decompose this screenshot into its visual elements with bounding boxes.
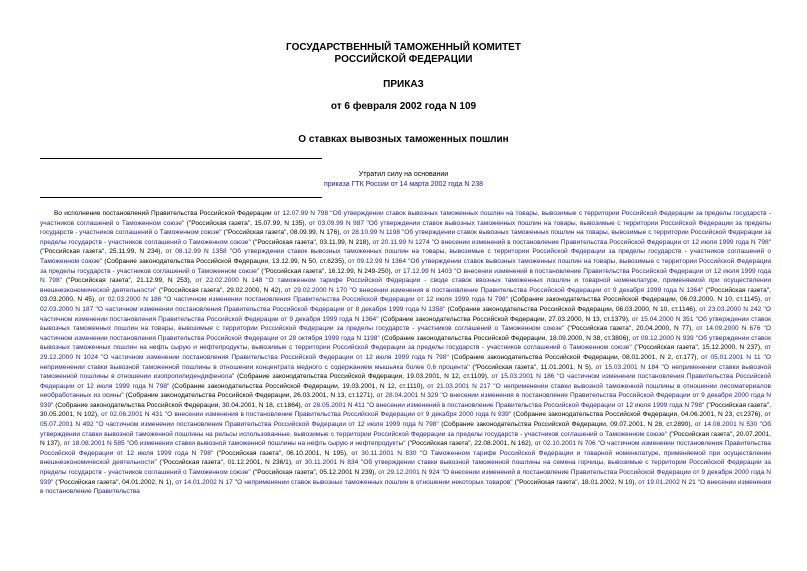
legal-reference-link[interactable]: от 02.03.2000 N 186 "О частичном изменении постановления Правительства Российской Федерации от 12 июля 1999 года N 798" xyxy=(98,296,509,304)
legal-reference-link[interactable]: от 05.07.2001 N 492 "О частичном изменении постановления Правительства Российской Федерации от 12 июля 1999 года N 798" xyxy=(40,411,771,429)
body-text: (Собрание законодательства Российской Федерации, 26.03.2001, N 13, ст.1271), xyxy=(123,392,377,400)
legal-reference-link[interactable]: от 28.10.99 N 1198 "Об утверждении ставок вывозных таможенных пошлин на товары, вывозимые с территории Российской Федерации за пределы государств - участников соглашений о Таможенном союзе" xyxy=(40,229,771,246)
body-text: ("Российская газета", 05.12.2001 N 239), xyxy=(250,469,379,477)
legal-reference-link[interactable]: от 14.09.2000 N 676 "О частичном изменении постановления Правительства Российской Федерации от 28 октября 1999 года N 1198" xyxy=(40,325,771,342)
body-text: (Собрание законодательства Российской Федерации, 30.04.2001, N 18, ст.1864), xyxy=(53,401,305,409)
legal-reference-link[interactable]: от 08.12.99 N 1358 "Об утверждении ставок вывозных таможенных пошлин на товары, вывозимые с территории Российской Федерации за пределы государств - участников соглашений о Таможенном союзе" xyxy=(40,248,771,265)
divider-top xyxy=(40,158,322,159)
legal-reference-link[interactable]: от 05.01.2001 N 11 "О неприменении ставки вывозной таможенной пошлины в отношении концентрата медного с содержанием мышьяка более 0,6 процента" xyxy=(40,353,771,371)
body-text: ("Российская газета", 29.02.2000, N 42), xyxy=(156,286,285,294)
legal-reference-link[interactable]: от 29.12.2001 N 924 "О внесении изменений в постановление Правительства Российской Федерации от 9 декабря 2000 года N 939" xyxy=(40,469,771,486)
legal-reference-link[interactable]: от 15.04.2000 N 351 "Об утверждении ставок вывозных таможенных пошлин на товары, вывозимые с территории Российской Федерации за пределы государств - участников соглашений о Таможенном союзе" xyxy=(40,315,772,333)
legal-reference-link[interactable]: от 09.12.99 N 1364 "Об утверждении ставок вывозных таможенных пошлин на товары, вывозимые с территории Российской Федерации за пределы государств - участников соглашений о Таможенном союзе" xyxy=(40,257,771,275)
legal-reference-link[interactable]: от 28.04.2001 N 329 "О внесении изменения в постановление Правительства Российской Федерации от 9 декабря 2000 года N 939" xyxy=(40,392,772,409)
body-text: ("Российская газета", 22.08.2001, N 162), xyxy=(405,440,535,448)
legal-reference-link[interactable]: от 28.05.2001 N 411 "О внесении изменений в постановление Правительства Российской Федерации от 12 июля 1999 года N 798" xyxy=(304,401,705,409)
body-text: ("Российская газета", 11.01.2001, N 5), xyxy=(469,363,596,371)
body-text: (Собрание законодательства Российской Федерации, 19.03.2001, N 12, ст.1109), xyxy=(234,373,492,381)
legal-reference-link[interactable]: от 29.02.2000 N 170 "О внесении изменения в постановление Правительства Российской Федерации от 9 декабря 1999 года N 1364" xyxy=(284,286,704,294)
document-body xyxy=(40,209,771,497)
issuing-authority-line2: РОССИЙСКОЙ ФЕДЕРАЦИИ xyxy=(334,54,473,65)
status-note-text: Утратил силу на основании xyxy=(358,171,449,178)
legal-reference-link[interactable]: от 03.09.99 N 987 "Об утверждении ставок вывозных таможенных пошлин на товары, вывозимые с территории Российской Федерации за пределы государств - участников соглашений о Таможенном союзе" xyxy=(40,219,772,237)
legal-reference-link[interactable]: от 12.07.99 N 798 "Об утверждении ставок вывозных таможенных пошлин на товары, вывозимые с территории Российской Федерации за пределы государств - участников соглашений о Таможенном союзе" xyxy=(40,210,771,227)
body-text: (Собрание законодательства Российской Федерации, 06.03.2000, N 10, ст.1145), xyxy=(508,296,765,304)
body-text: ("Российская газета", 20.04.2000, N 77), xyxy=(564,325,697,333)
body-text: ("Российская газета", 04.01.2002, N 1), xyxy=(53,478,176,486)
body-text: ("Российская газета", 08.09.99, N 176), xyxy=(221,229,344,237)
body-text: ("Российская газета", 15.07.99, N 135), xyxy=(184,219,309,227)
body-text: (Собрание законодательства Российской Федерации, 09.07.2001, N 28, ст.2890), xyxy=(438,421,695,429)
body-text: Во исполнение постановлений Правительства Российской Федерации xyxy=(54,210,274,217)
body-text: ("Российская газета", 03.03.2000, N 45), xyxy=(40,286,771,304)
legal-reference-link[interactable]: от 02.10.2001 N 706 "О частичном изменении постановления Правительства Российской Федерации от 12 июля 1999 года N 798" xyxy=(40,440,771,457)
body-text: (Собрание законодательства Российской Федерации, 08.01.2001, N 2, ст.177), xyxy=(448,353,702,361)
legal-reference-link[interactable]: от 22.02.2000 N 148 "О таможенном тарифе Российской Федерации - своде ставок ввозных таможенных пошлин и товарной номенклатуре, применяемой при осуществлении внешнеэкономической деятельности" xyxy=(40,277,771,294)
body-text: ("Российская газета", 06.10.2001, N 195), xyxy=(213,449,352,457)
legal-reference-link[interactable]: от 14.01.2002 N 17 "О неприменении ставок вывозных таможенных пошлин в отношении некоторых товаров" xyxy=(175,478,513,486)
body-text: (Собрание законодательства Российской Федерации, 18.09.2000, N 38, ст.3806), xyxy=(379,334,633,342)
body-text: ("Российская газета", 21.12.99, N 253), xyxy=(61,277,196,285)
body-text: ("Российская газета", 25.11.99, N 234), xyxy=(40,248,166,256)
body-text: ("Российская газета", 03.11.99, N 218), xyxy=(250,238,373,246)
legal-reference-link[interactable]: от 30.11.2001 N 830 "О Таможенном тарифе Российской Федерации и товарной номенклатуре, применяемой при осуществлении внешнеэкономической деятельности" xyxy=(40,449,771,467)
issuing-authority-line1: ГОСУДАРСТВЕННЫЙ ТАМОЖЕННЫЙ КОМИТЕТ xyxy=(286,42,521,53)
body-text: ("Российская газета", 30.05.2001, N 102), xyxy=(40,401,771,419)
legal-reference-link[interactable]: от 23.03.2000 N 242 "О частичном изменении постановления Правительства Российской Федерации от 9 декабря 1999 года N 1364" xyxy=(40,305,771,323)
body-text: ("Российская газета", 20.07.2001, N 137), xyxy=(40,430,771,448)
document-title: О ставках вывозных таможенных пошлин xyxy=(298,134,509,145)
legal-reference-link[interactable]: от 21.03.2001 N 217 "О неприменении ставки вывозной таможенной пошлины в отношении лесоматериалов необработанных из осины" xyxy=(40,382,771,400)
body-text: (Собрание законодательства Российской Федерации, 13.12.99, N 50, ст.6235), xyxy=(102,257,349,265)
legal-reference-link[interactable]: от 20.11.99 N 1274 "О внесении изменений в постановление Правительства Российской Федерации от 12 июля 1999 года N 798" xyxy=(372,238,772,246)
divider-bottom xyxy=(40,197,322,198)
legal-reference-link[interactable]: от 17.12.99 N 1403 "О внесении изменений в постановление Правительства Российской Федерации от 12 июля 1999 года N 798" xyxy=(40,267,771,285)
legal-reference-link[interactable]: от 15.03.2001 N 186 "О частичном изменении постановления Правительства Российской Федерации от 12 июля 1999 года N 798" xyxy=(40,373,771,390)
status-note-line2 xyxy=(0,180,807,189)
body-text: ("Российская газета", 15.12.2000, N 237), xyxy=(631,344,765,352)
legal-reference-link[interactable]: от 30.11.2001 N 834 "Об утверждении ставки вывозной таможенной пошлины на семена горчицы, вывозимые с территории Российской Федерации за пределы государств - участников соглашений о Таможенном союзе" xyxy=(40,459,771,477)
body-text: (Собрание законодательства Российской Федерации, 19.03.2001, N 12, ст.1110), xyxy=(169,382,428,390)
body-text: ("Российская газета", 01.12.2001, N 236/1), xyxy=(156,459,296,467)
legal-reference-link[interactable]: от 29.12.2000 N 1024 "О частичном изменении постановления Правительства Российской Федерации от 12 июля 1999 года N 798" xyxy=(40,344,771,361)
document-type: ПРИКАЗ xyxy=(383,79,424,90)
repeal-order-link[interactable]: приказа ГТК России от 14 марта 2002 года N 238 xyxy=(323,181,484,188)
document-date-number: от 6 февраля 2002 года N 109 xyxy=(330,101,477,112)
legal-reference-link[interactable]: от 18.08.2001 N 585 "Об изменении ставки вывозной таможенной пошлины на нефть сырую и нефтепродукты" xyxy=(63,440,406,448)
body-paragraph xyxy=(40,209,771,497)
body-text: (Собрание законодательства Российской Федерации, 27.03.2000, N 13, ст.1379), xyxy=(378,315,632,323)
legal-reference-link[interactable]: от 14.08.2001 N 530 "Об утверждении ставки вывозной таможенной пошлины на рельсы использованные, вывозимые с территории Российской Федерации за пределы государств - участников соглашений о Таможенном союзе" xyxy=(40,421,771,438)
body-text: (Собрание законодательства Российской Федерации, 06.03.2000, N 10, ст.1146), xyxy=(445,305,700,313)
body-text: ("Российская газета", 18.01.2002, N 10), xyxy=(512,478,639,486)
legal-reference-link[interactable]: от 02.03.2000 N 187 "О частичном изменении постановления Правительства Российской Федерации от 8 декабря 1999 года N 1358" xyxy=(40,296,771,313)
body-text: (Собрание законодательства Российской Федерации, 04.06.2001, N 23, ст.2376), xyxy=(511,411,765,419)
body-text: ("Российская газета", 16.12.99, N 249-250), xyxy=(259,267,395,275)
legal-reference-link[interactable]: от 15.03.2001 N 184 "О неприменении ставки вывозной таможенной пошлины в отношении изопропилидендифенола" xyxy=(40,363,772,381)
legal-reference-link[interactable]: от 09.12.2000 N 939 "Об утверждении ставок вывозных таможенных пошлин на нефть сырую и нефтепродукты, вывозимые с территории Российской Федерации за пределы государств - участников соглашений о Таможенном союзе" xyxy=(40,334,771,352)
legal-reference-link[interactable]: от 19.01.2002 N 21 "О внесении изменения в постановление Правительства xyxy=(40,478,772,496)
legal-reference-link[interactable]: от 02.06.2001 N 431 "О внесении изменения в постановление Правительства Российской Федерации от 9 декабря 2000 года N 939" xyxy=(100,411,512,419)
